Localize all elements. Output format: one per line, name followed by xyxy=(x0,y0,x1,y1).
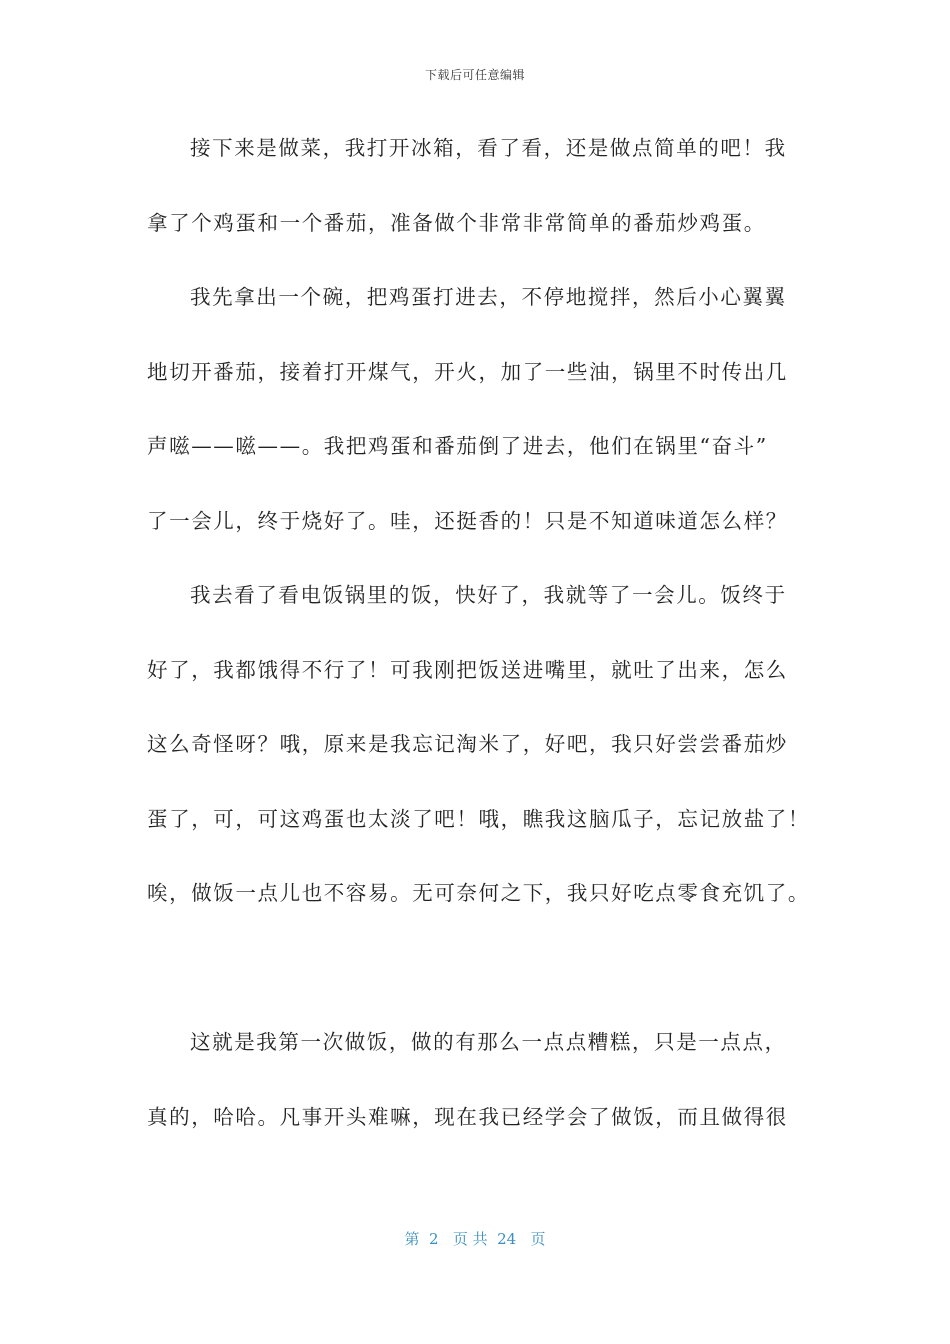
text-line: 拿了个鸡蛋和一个番茄，准备做个非常非常简单的番茄炒鸡蛋。 xyxy=(147,210,766,235)
header-note: 下载后可任意编辑 xyxy=(424,68,525,82)
text-line: 真的，哈哈。凡事开头难嘛，现在我已经学会了做饭，而且做得很 xyxy=(147,1104,788,1129)
text-line: 了一会儿，终于烧好了。哇，还挺香的！只是不知道味道怎么样？ xyxy=(147,508,788,533)
text-line: 接下来是做菜，我打开冰箱，看了看，还是做点简单的吧！我 xyxy=(190,136,787,160)
text-line: 声嗞——嗞——。我把鸡蛋和番茄倒了进去，他们在锅里“奋斗” xyxy=(147,434,768,458)
text-line: 唉，做饭一点儿也不容易。无可奈何之下，我只好吃点零食充饥了。 xyxy=(147,881,810,905)
text-line: 我去看了看电饭锅里的饭，快好了，我就等了一会儿。饭终于 xyxy=(190,583,787,607)
text-line: 地切开番茄，接着打开煤气，开火，加了一些油，锅里不时传出几 xyxy=(147,359,788,384)
text-line: 我先拿出一个碗，把鸡蛋打进去，不停地搅拌，然后小心翼翼 xyxy=(190,285,787,309)
text-line: 这么奇怪呀？哦，原来是我忘记淘米了，好吧，我只好尝尝番茄炒 xyxy=(147,732,788,756)
document-body xyxy=(147,128,817,1171)
paragraph-gap xyxy=(147,948,817,1023)
page-number-footer: 第 2 页 共 24 页 xyxy=(404,1230,546,1248)
text-line: 好了，我都饿得不行了！可我刚把饭送进嘴里，就吐了出来，怎么 xyxy=(147,657,788,682)
text-line: 蛋了，可，可这鸡蛋也太淡了吧！哦，瞧我这脑瓜子，忘记放盐了！ xyxy=(147,806,810,831)
text-line: 这就是我第一次做饭，做的有那么一点点糟糕，只是一点点， xyxy=(190,1030,787,1054)
